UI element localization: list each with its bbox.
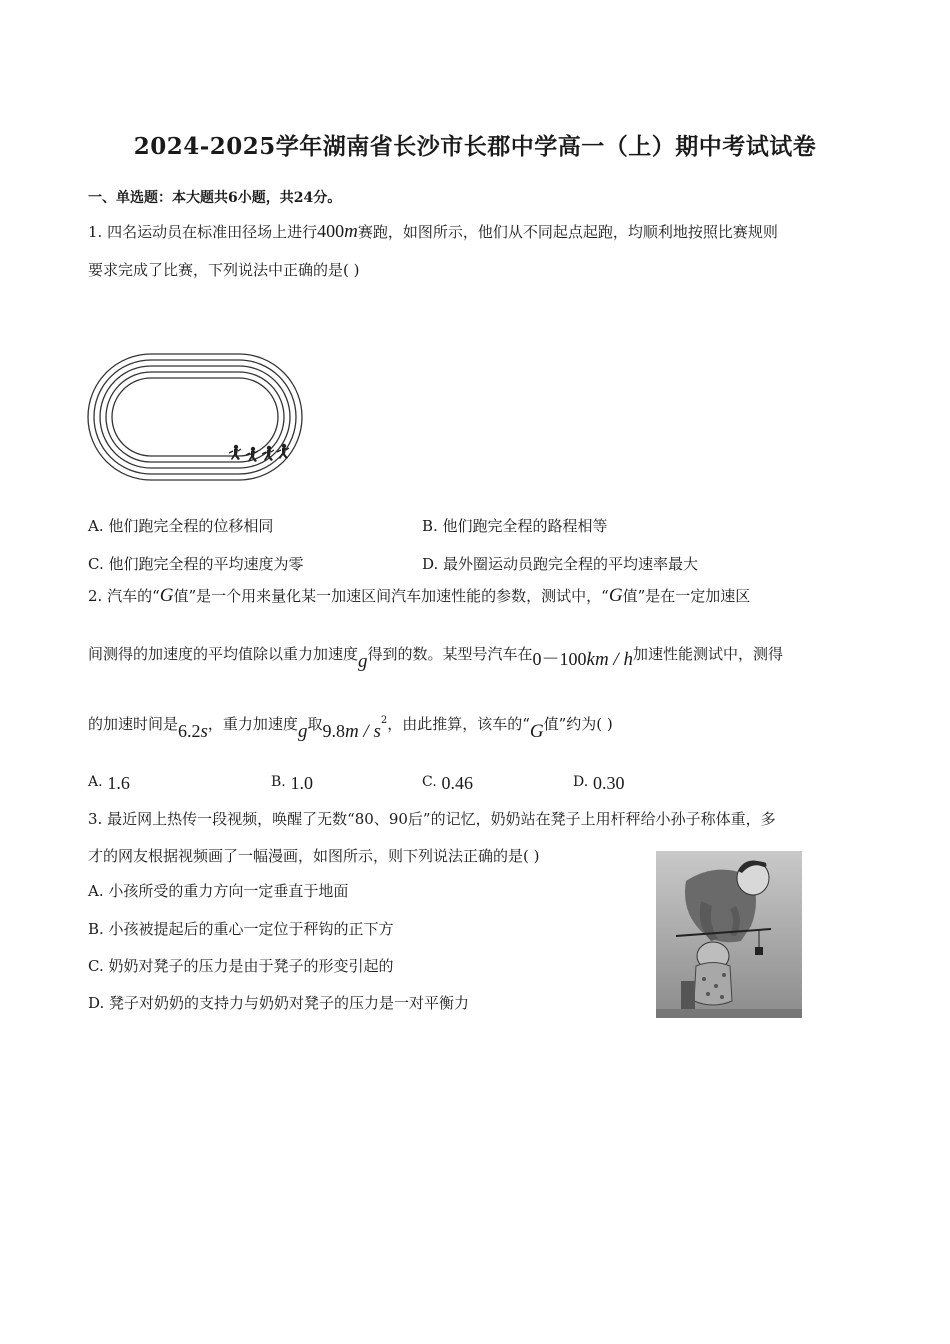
q2-gravity-symbol-2: g xyxy=(297,721,308,742)
q2-text-g: 的加速时间是 xyxy=(88,715,179,733)
q2-gravity-exponent: 2 xyxy=(380,715,388,726)
q2-text-d: 间测得的加速度的平均值除以重力加速度 xyxy=(88,645,359,663)
q2-text-b: 值”是一个用来量化某一加速区间汽车加速性能的参数，测试中，“ xyxy=(173,587,609,605)
q2-option-c-value: 0.46 xyxy=(441,773,473,793)
child-body xyxy=(694,963,732,1006)
runner-1 xyxy=(229,445,241,460)
q2-speed-unit: km / h xyxy=(586,649,633,670)
q3-line1: 3. 最近网上热传一段视频，唤醒了无数“80、90后”的记忆，奶奶站在凳子上用杆秤给小孙子称体重，多 xyxy=(88,810,776,828)
q3-option-a[interactable]: A. 小孩所受的重力方向一定垂直于地面 xyxy=(88,882,349,900)
q2-text-c: 值”是在一定加速区 xyxy=(622,587,751,605)
q2-line2 xyxy=(88,639,783,672)
q1-unit: m xyxy=(344,221,358,242)
q2-option-d-label: D. xyxy=(573,774,589,790)
q2-text-i: 取 xyxy=(307,715,323,733)
q2-g-symbol-3: G xyxy=(529,721,544,742)
stool xyxy=(681,981,695,1011)
q2-option-b-label: B. xyxy=(271,774,286,790)
q1-option-a[interactable]: A. 他们跑完全程的位移相同 xyxy=(88,517,274,535)
q2-gravity-value: 9.8 xyxy=(322,721,345,741)
q2-time-unit: s xyxy=(200,721,208,742)
q2-option-b[interactable] xyxy=(271,770,313,791)
q2-option-a-value: 1.6 xyxy=(107,773,130,793)
q1-option-c[interactable]: C. 他们跑完全程的平均速度为零 xyxy=(88,555,304,573)
q1-line2: 要求完成了比赛，下列说法中正确的是( ) xyxy=(88,261,360,279)
q2-option-c[interactable] xyxy=(422,770,473,791)
q2-option-a-label: A. xyxy=(88,774,103,790)
q2-line1 xyxy=(88,585,750,607)
section-heading: 一、单选题：本大题共6小题，共24分。 xyxy=(88,190,342,206)
q1-line1 xyxy=(88,221,778,243)
q2-text-j: ，由此推算，该车的“ xyxy=(387,715,530,733)
q2-g-symbol: G xyxy=(159,585,174,606)
q2-speed-range: 0－100 xyxy=(532,649,587,669)
q2-option-d-value: 0.30 xyxy=(592,773,625,793)
q2-line3 xyxy=(88,713,613,742)
q2-option-b-value: 1.0 xyxy=(290,773,314,793)
q2-text-a: 2. 汽车的“ xyxy=(88,587,160,605)
q3-option-d[interactable]: D. 凳子对奶奶的支持力与奶奶对凳子的压力是一对平衡力 xyxy=(88,994,470,1012)
grandma-steelyard-illustration xyxy=(656,851,802,1018)
q2-option-c-label: C. xyxy=(422,774,437,790)
q2-text-e: 得到的数。某型号汽车在 xyxy=(367,645,533,663)
q2-text-k: 值”约为( ) xyxy=(543,715,613,733)
q1-option-b[interactable]: B. 他们跑完全程的路程相等 xyxy=(422,517,608,535)
page-title: 2024-2025学年湖南省长沙市长郡中学高一（上）期中考试试卷 xyxy=(133,133,817,160)
q3-option-b[interactable]: B. 小孩被提起后的重心一定位于秤钩的正下方 xyxy=(88,920,394,938)
q3-line2: 才的网友根据视频画了一幅漫画，如图所示，则下列说法正确的是( ) xyxy=(88,847,540,865)
q2-gravity-symbol: g xyxy=(358,651,368,672)
q2-text-h: ，重力加速度 xyxy=(207,715,298,733)
q3-option-c[interactable]: C. 奶奶对凳子的压力是由于凳子的形变引起的 xyxy=(88,957,394,975)
floor xyxy=(656,1009,802,1018)
q2-gravity-unit: m / s xyxy=(344,721,381,742)
q1-distance: 400 xyxy=(317,221,345,241)
q2-option-d[interactable] xyxy=(573,770,624,791)
q1-text-b: 赛跑，如图所示，他们从不同起点起跑，均顺利地按照比赛规则 xyxy=(357,223,778,241)
q2-time-value: 6.2 xyxy=(178,721,201,741)
track-lanes xyxy=(88,354,302,480)
running-track-figure xyxy=(86,352,304,482)
q1-text-a: 1. 四名运动员在标准田径场上进行 xyxy=(88,223,318,241)
q2-g-symbol-2: G xyxy=(608,585,623,606)
steelyard-weight xyxy=(755,947,763,955)
q1-option-d[interactable]: D. 最外圈运动员跑完全程的平均速率最大 xyxy=(422,555,699,573)
q2-text-f: 加速性能测试中，测得 xyxy=(632,645,783,663)
q2-option-a[interactable] xyxy=(88,770,130,791)
